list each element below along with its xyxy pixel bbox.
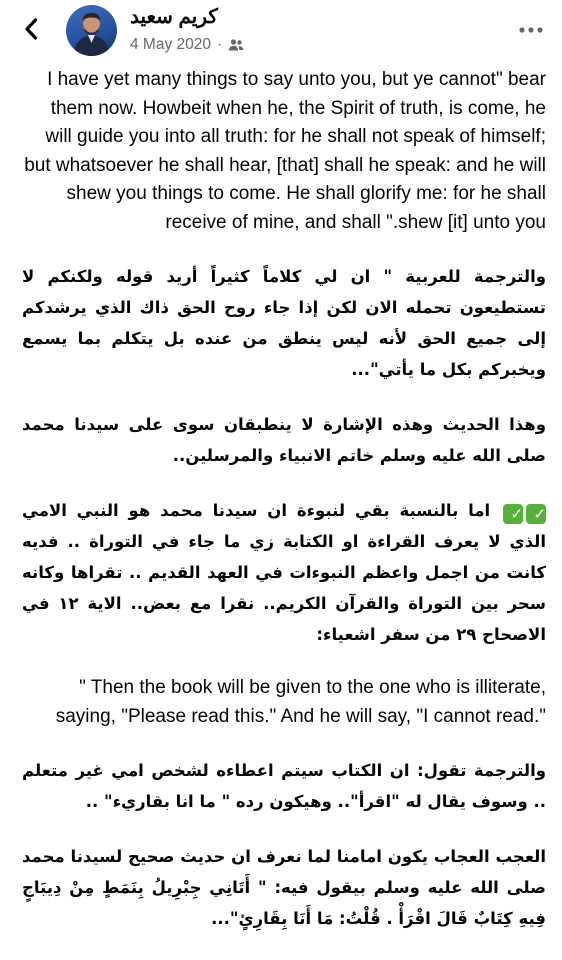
check-mark-emoji-icon: ✓ bbox=[526, 504, 546, 524]
more-horizontal-icon bbox=[518, 26, 544, 34]
author-name[interactable]: كريم سعيد bbox=[130, 6, 218, 28]
post-date[interactable]: 4 May 2020 bbox=[130, 36, 211, 53]
post-header bbox=[0, 0, 562, 66]
english-isaiah-paragraph: " Then the book will be given to the one who is illiterate, saying, "Please read this." And he will say, "I cannot read." bbox=[55, 677, 546, 727]
meta-separator: · bbox=[217, 36, 223, 53]
author-avatar[interactable] bbox=[66, 5, 117, 56]
arabic-commentary-paragraph: وهذا الحديث وهذه الإشارة لا ينطبقان سوى على سيدنا محمد صلى الله عليه وسلم خاتم الانبياء والمرسلين.. bbox=[22, 415, 546, 465]
back-button[interactable] bbox=[16, 14, 46, 44]
avatar-photo bbox=[66, 5, 117, 56]
arabic-prophecy-paragraph bbox=[22, 495, 546, 650]
post-body bbox=[22, 66, 546, 934]
prophecy-text: اما بالنسبة بقي لنبوءة ان سيدنا محمد هو النبي الامي الذي لا يعرف القراءة او الكتابة زي ما جاء في التوراة .. فديه كانت من اجمل واعظم النبوءات في العهد القديم .. تقراها وكانه سحر بين التوراة والقرآن الكريم.. نقرا مع بعض.. الاية ١٢ في الاصحاح ٢٩ من سفر اشعياء: bbox=[22, 501, 547, 644]
english-quote-paragraph: I have yet many things to say unto you, but ye cannot" bear them now. Howbeit when he, the Spirit of truth, is come, he will guide you into all truth: for he shall not speak of himself; but whatsoever he shall hear, [that] shall he speak: and he will shew you things to come. He shall glorify me: for he shall receive of mine, and shall ".shew [it] unto you bbox=[24, 69, 546, 233]
post-meta bbox=[130, 36, 244, 54]
check-mark-emoji-icon: ✓ bbox=[503, 504, 523, 524]
more-options-button[interactable] bbox=[514, 16, 548, 44]
arabic-isaiah-translation-paragraph: والترجمة تقول: ان الكتاب سيتم اعطاءه لشخص امي غير متعلم .. وسوف يقال له "اقرأ".. وهيكون رده " ما انا بقاريء" .. bbox=[22, 761, 546, 811]
friends-icon bbox=[228, 38, 244, 52]
arabic-translation-paragraph: والترجمة للعربية " ان لي كلاماً كثيراً أريد قوله ولكنكم لا تستطيعون تحمله الان لكن إذا جاء روح الحق ذاك الذي يرشدكم إلى جميع الحق لأنه ليس ينطق من عنده بل يتكلم بما يسمع ويخبركم بكل ما يأتي"... bbox=[22, 267, 546, 379]
arabic-hadith-paragraph: العجب العجاب يكون امامنا لما نعرف ان حديث صحيح لسيدنا محمد صلى الله عليه وسلم بيقول فيه: " أَتَانِي جِبْرِيلُ بِنَمَطٍ مِنْ دِيبَاجٍ فِيهِ كِتَابٌ قَالَ اقْرَأْ . قُلْتُ: مَا أَنَا بِقَارِئٍ"... bbox=[22, 847, 546, 928]
chevron-left-icon bbox=[24, 18, 38, 40]
